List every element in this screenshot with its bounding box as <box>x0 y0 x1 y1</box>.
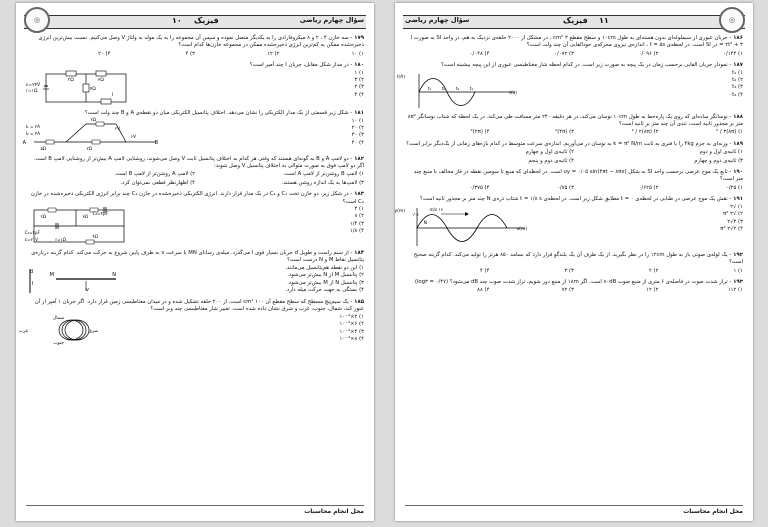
question: ۱۸۴- از سیم راست و طویل d جریان بسیار قوی I می‌گذرد. میله‌ی رسانای MN با سرعت v به طرف پایین شروع به حرکت می‌کند. کدام گزینه درباره‌ی پتانسیل نقاط M و N درست است؟ ۱) این دو نقطه هم‌پتانسیل می‌مانند. ۲) پتانسیل M از N بیش‌تر می‌شود. ۳) پتانسیل N از M بیش‌تر می‌شود. ۴) بستگی به جهت حرکت میله دارد. d I M N v <box>26 250 364 295</box>
wave-graph-191 <box>394 204 555 248</box>
option[interactable]: ۱) این دو نقطه هم‌پتانسیل می‌مانند. <box>285 264 364 271</box>
option[interactable]: ۱) ۱۰ <box>351 117 364 124</box>
option[interactable]: ۳) ۰/۰۷۲ <box>554 50 574 57</box>
right-page <box>395 3 753 521</box>
options <box>304 314 364 344</box>
option[interactable]: ۱) √۲ <box>730 203 743 210</box>
question: ۱۸۶- جریان عبوری از سیملوله‌ای بدون هسته‌ای به طول ۱۰cm و سطح مقطع ۳ cm² ، در مشکل از ۲۰۰۰ حلقه‌ی نزدیک به هم، در واحد SI به صورت I = ۲t² + ۳ در SI است. در لحظه‌ی t = ۵s ، اندازه‌ی نیروی محرکه‌ی خودالقایی آن چند ولت است؟ ۱) ۰/۱۴۴ ۲) ۰/۰۹۶ ۳) ۰/۰۷۲ ۴) ۰/۰۴۸ <box>405 35 743 58</box>
label: M <box>49 271 54 278</box>
question: ۱۸۹- وزنه‌ای به جرم ۴kg را با فنری به ثابت k = π² N/m به نوسان در می‌آوریم. اندازه‌ی سرعت متوسط در کدام بازه‌های زمانی از یک‌دیگر برابر است؟ ۱) ثانیه‌ی اول و دوم ۲) ثانیه‌ی اول و چهارم ۳) ثانیه‌ی دوم و چهارم ۴) ثانیه‌ی دوم و پنجم <box>406 140 743 164</box>
question: ۱۸۷- نمودار جریان القایی برحسب زمان در یک پیچه به صورت زیر است. در کدام لحظه شار مغناطیسی عبوری از این پیچه بیشینه است؟ ۱) t₁ ۲) t₂ ۳) t₃ ۴) t₄ I(A) t(s) t₁ t₂ t₃ t₄ <box>405 62 743 109</box>
option[interactable]: ۱) ۱۰ <box>351 50 364 57</box>
label: ۲Ω <box>98 77 104 83</box>
option[interactable]: ۴) ۲√۲ π² <box>720 225 743 232</box>
option[interactable]: ۲) √۲ π² <box>723 211 743 218</box>
option[interactable]: ۱) ۲×۱۰⁻⁴ <box>339 313 364 320</box>
calculation-area-label: محل انجام محاسبات <box>26 505 364 515</box>
option[interactable]: ۱) ۴ <box>354 206 364 213</box>
option[interactable]: ۴) ۴ <box>354 91 364 98</box>
question-number: ۱۸۶ <box>733 35 743 41</box>
logo-icon: ◎ <box>719 7 745 33</box>
x-axis-label: t(s) <box>509 90 517 96</box>
option[interactable]: ۳) ۱/۴ <box>349 220 364 227</box>
option[interactable]: ۱) ۰/۱۴۴ <box>723 50 743 57</box>
question-number: ۱۸۳ <box>354 191 364 198</box>
option[interactable]: ۲) t₂ <box>732 77 743 84</box>
label: جنوب <box>53 340 64 346</box>
coil-diagram-185 <box>18 314 116 346</box>
option[interactable]: ۳) ۳ <box>564 267 574 274</box>
question-stem: یک لوله‌ی صوتی باز به طول ۱۲cm را در نظر بگیرید. از یک طرف آن یک بلندگو قرار دارد که بسامد ۸۵۰ هرتز را تولید می‌کند. کدام گزینه صحیح است؟ <box>413 251 743 266</box>
question-stem: وزنه‌ای به جرم ۴kg را با فنری به ثابت k = π² N/m به نوسان در می‌آوریم. اندازه‌ی سرعت متوسط در کدام بازه‌های زمانی از یک‌دیگر برابر است؟ <box>406 140 728 147</box>
option[interactable]: ۳) لامپ‌ها به یک اندازه روشن هستند. <box>281 179 364 186</box>
option[interactable]: ۲) لامپ A روشن‌تر از لامپ B است. <box>114 171 195 178</box>
question-stem: شکل زیر قسمتی از یک مدار الکتریکی را نشان می‌دهد. اختلاف پتانسیل الکتریکی میان دو نقطه‌ی A و B چند ولت است؟ <box>84 110 349 117</box>
question-number: ۱۸۸ <box>733 113 743 120</box>
question-stem: سه خازن ۴ ، ۲ و ۸ میکروفارادی را به یکدیگر متصل نموده و سپس آن مجموعه را به یک مولد به ولتاژ V وصل می‌کنیم. نسبت بیش‌ترین انرژی ذخیره‌شده ممکن به کم‌ترین انرژی ذخیره‌شده ممکن در مجموعه خازن‌ها کدام است؟ <box>38 35 364 49</box>
question-number: ۱۸۱ <box>354 110 364 117</box>
logo-icon: ◎ <box>24 7 50 33</box>
options <box>703 204 743 248</box>
page-header <box>403 9 745 31</box>
question-stem: نقش یک موج عرضی در طنابی در لحظه‌ی t = ۰ مطابق شکل زیر است. در لحظه‌ی t = ۱/۸ s شتاب ذره‌ی N چند متر بر مجذور ثانیه است؟ <box>420 196 728 203</box>
options <box>405 268 743 275</box>
options <box>214 265 364 295</box>
page-header <box>24 9 366 31</box>
option[interactable]: ۲) ۱۲ <box>646 287 659 294</box>
page-number: ۱۰ <box>172 16 182 25</box>
y-axis-label: y(m) <box>394 208 405 214</box>
option[interactable]: ۴) (۲π)² <box>470 129 490 136</box>
options <box>26 51 364 58</box>
calculation-area-label: محل انجام محاسبات <box>405 505 743 515</box>
question-number: ۱۸۹ <box>733 140 743 147</box>
option[interactable]: ۲) (۸π)² / ۲ <box>631 129 659 136</box>
option[interactable]: ۴) ۴۰ <box>351 139 364 146</box>
option[interactable]: ۴) ۰/۰۴۸ <box>469 50 490 57</box>
option[interactable]: ۴) ۲۰ <box>98 50 111 57</box>
option[interactable]: ۳) ۳۰ <box>351 132 364 139</box>
question-stem: در مدار شکل مقابل، جریان I چند آمپر است؟ <box>249 62 349 69</box>
option[interactable]: ۴) ۱/۸ <box>349 228 364 235</box>
options <box>405 158 743 165</box>
question-number: ۱۸۷ <box>733 62 743 69</box>
option[interactable]: ۲) ۰/۰۹۶ <box>638 50 659 57</box>
label: ۳Ω <box>82 214 88 220</box>
option[interactable]: ۱) ۱ <box>354 69 364 76</box>
option[interactable]: ۲) پتانسیل M از N بیش‌تر می‌شود. <box>287 272 364 279</box>
option[interactable]: ۳) ۴√۲ <box>727 218 743 225</box>
label: C₁=۲μF <box>24 230 40 236</box>
question: ۱۷۹- سه خازن ۴ ، ۲ و ۸ میکروفارادی را به یکدیگر متصل نموده و سپس آن مجموعه را به یک مولد به ولتاژ V وصل می‌کنیم. نسبت بیش‌ترین انرژی ذخیره‌شده ممکن به کم‌ترین انرژی ذخیره‌شده ممکن در مجموعه خازن‌ها کدام است؟ ۱) ۱۰ ۲) ۱۲ ۳) ۴ ۴) ۲۰ <box>26 35 364 58</box>
question-stem: جریان عبوری از سیملوله‌ای بدون هسته‌ای به طول ۱۰cm و سطح مقطع ۳ cm² ، در مشکل از ۲۰۰۰ حلقه‌ی نزدیک به هم، در واحد SI به صورت I = ۲t² + ۳ در SI است. در لحظه‌ی t = ۵s ، اندازه‌ی نیروی محرکه‌ی خودالقایی آن چند ولت است؟ <box>410 35 743 49</box>
label: شرق <box>88 328 98 334</box>
label: ۲Ω <box>90 116 96 122</box>
option[interactable]: ۳) ۰/۷۵ <box>557 184 574 191</box>
option[interactable]: ۴) ۴ <box>480 267 490 274</box>
question: ۱۹۱- نقش یک موج عرضی در طنابی در لحظه‌ی t = ۰ مطابق شکل زیر است. در لحظه‌ی t = ۱/۸ s شتاب ذره‌ی N چند متر بر مجذور ثانیه است؟ ۱) √۲ ۲) √۲ π² ۳) ۴√۲ ۴) ۲√۲ π² y(m) x(m) ۱۶ m/s N ۰/۰۲ <box>405 196 743 247</box>
option[interactable]: ۱) ۱۱۲ <box>727 287 743 294</box>
label: t₄ <box>469 85 473 91</box>
question-number: ۱۸۰ <box>354 62 364 69</box>
question: ۱۹۰- تابع یک موج عرضی برحسب واحد SI به شکل uy = ۰/۰۵ sin(۴πt − ۸πx) است. در لحظه‌ای که منبع تا سومین نقطه در فاز مخالف با منبع چند متر است؟ ۱) ۰/۲۵ ۲) ۰/۶۲۵ ۳) ۰/۷۵ ۴) ۰/۳۷۵ <box>405 169 743 192</box>
label: t₃ <box>455 85 459 91</box>
options <box>304 206 364 246</box>
option[interactable]: ۴) ۸۸ <box>477 287 490 294</box>
options <box>405 129 743 136</box>
option[interactable]: ۳) (۴π)² <box>555 129 574 136</box>
wire-rod-diagram-184 <box>26 265 126 295</box>
label: r=۱Ω <box>26 88 38 94</box>
options <box>703 70 743 110</box>
question-stem: تراز شدت صوت در فاصله‌ی ۶ متری از منبع صوت ۸۰dB است. اگر ۱۸m از منبع دور شویم، تراز شدت صوت چند dB می‌شود؟ (log۳ = ۰/۴۷) <box>414 278 728 285</box>
option[interactable]: ۴) ۰/۳۷۵ <box>469 184 490 191</box>
label: I <box>112 92 114 98</box>
option[interactable]: ۱) (۸π)² / ۳ <box>716 129 743 136</box>
label: ۳Ω <box>68 77 74 83</box>
option[interactable]: ۳) ۴ <box>185 50 195 57</box>
question-number: ۱۸۵ <box>354 298 364 305</box>
label: ۲Ω <box>40 214 46 220</box>
question: ۱۸۲- دو لامپ A و B به گونه‌ای هستند که وقتی هر کدام به اختلاف پتانسیل ثابت V وصل می‌شوند، روشنایی لامپ A بیش‌تر از روشنایی لامپ B است. اگر دو لامپ فوق به صورت متوالی به اختلاف پتانسیل V وصل شوند: ۱) لامپ B روشن‌تر از لامپ A است. ۲) لامپ A روشن‌تر از لامپ B است. ۳) لامپ‌ها به یک اندازه روشن هستند. ۴) اظهارنظر قطعی نمی‌توان کرد. <box>26 156 364 188</box>
label: I <box>31 280 33 287</box>
option[interactable]: ۴) ثانیه‌ی دوم و پنجم <box>528 157 574 164</box>
options <box>405 185 743 192</box>
option[interactable]: ۳) t₃ <box>732 84 743 91</box>
option[interactable]: ۱) ۱ <box>733 267 743 274</box>
label: C₂=۴μF <box>92 211 108 217</box>
question-number: ۱۹۰ <box>733 169 743 176</box>
label: ۴Ω <box>92 234 98 240</box>
question-stem: نوسانگر ساده‌ای که روی یک پاره‌خط به طول ۱۰cm نوسان می‌کند، در هر دقیقه ۲۴۰ متر مسافت طی می‌کند. در یک لحظه که شتاب نوسانگر ۸π² متر بر مجذور ثانیه است، تندی آن چند متر بر ثانیه است؟ <box>407 113 743 128</box>
label: ۶V <box>130 133 136 139</box>
options <box>26 171 364 178</box>
label: N <box>112 271 116 278</box>
question: ۱۸۳- در شکل زیر، دو خازن تخت C₁ و C₂ در یک مدار قرار دارند. انرژی الکتریکی ذخیره‌شده در خازن C₁ چند برابر انرژی الکتریکی ذخیره‌شده در خازن C₂ است؟ ۱) ۴ ۲) ۸ ۳) ۱/۴ ۴) ۱/۸ ۲Ω ۳Ω C₂=۴μF C₁=۲μF ε=۲۰V r=۱Ω ۴Ω <box>26 191 364 246</box>
question-number: ۱۹۱ <box>733 196 743 203</box>
question-list <box>394 35 743 499</box>
option[interactable]: ۲) ۶×۱۰⁻⁴ <box>339 321 364 328</box>
option[interactable]: ۴) ۸×۱۰⁻⁴ <box>339 335 364 342</box>
options <box>405 51 743 58</box>
option[interactable]: ۲) ۲۰ <box>351 125 364 132</box>
left-page <box>16 3 374 521</box>
label: ε=۲۴V <box>26 82 41 88</box>
option[interactable]: ۴) بستگی به جهت حرکت میله دارد. <box>285 287 364 294</box>
label: ۵Ω <box>40 145 46 151</box>
question-stem: نمودار جریان القایی برحسب زمان در یک پیچه به صورت زیر است. در کدام لحظه شار مغناطیسی عبوری از این پیچه بیشینه است؟ <box>441 62 728 69</box>
option[interactable]: ۱) ثانیه‌ی اول و دوم <box>699 149 743 156</box>
label: I₂ = ۴A <box>25 130 40 136</box>
label: ε=۲۰V <box>24 237 38 243</box>
option[interactable]: ۳) ۷۲ <box>561 287 574 294</box>
option[interactable]: ۴) اظهارنظر قطعی نمی‌توان کرد. <box>120 179 195 186</box>
question: ۱۸۵- یک سیم‌پیچ مسطح که سطح مقطع آن ۱۰۰ cm² است، از ۲۰۰ حلقه تشکیل شده و در میدان مغناطیسی زمین قرار دارد. اگر جریان ۱ آمپر از آن عبور کند، شمال، جنوب، غرب و شرق نشان داده شده است. تغییر شار مغناطیسی چند وبر است؟ ۱) ۲×۱۰⁻⁴ ۲) ۶×۱۰⁻⁴ ۳) ۴×۱۰⁻⁴ ۴) ۸×۱۰⁻⁴ شمال جنوب غرب شرق <box>18 298 364 346</box>
question-stem: در شکل زیر، دو خازن تخت C₁ و C₂ در یک مدار قرار دارند. انرژی الکتریکی ذخیره‌شده در خازن C₁ چند برابر انرژی الکتریکی ذخیره‌شده در خازن C₂ است؟ <box>30 191 364 205</box>
option[interactable]: ۲) ۱۲ <box>267 50 280 57</box>
option[interactable]: ۳) ۴×۱۰⁻⁴ <box>339 328 364 335</box>
label: شمال <box>52 315 64 321</box>
circuit-diagram-183 <box>26 206 136 246</box>
current-time-graph-187 <box>397 70 535 110</box>
page-number: ۱۱ <box>599 16 609 25</box>
option[interactable]: ۴) t₄ <box>732 91 743 98</box>
options <box>26 180 364 187</box>
question-number: ۱۹۲ <box>733 251 743 258</box>
x-axis-label: x(m) <box>516 226 527 232</box>
option[interactable]: ۲) ۰/۶۲۵ <box>638 184 659 191</box>
question: ۱۸۰- در مدار شکل مقابل، جریان I چند آمپر است؟ ۱) ۱ ۲) ۳ ۳) ۲ ۴) ۴ ε=۲۴V r=۱Ω ۳Ω ۲Ω ۴Ω I <box>26 62 364 106</box>
label: ۴Ω <box>90 86 96 92</box>
label: غرب <box>18 328 28 334</box>
label: N <box>423 220 427 226</box>
label: t₂ <box>441 85 445 91</box>
question-number: ۱۹۳ <box>733 278 743 285</box>
y-axis-label: I(A) <box>397 74 405 80</box>
options <box>405 287 743 294</box>
options <box>405 149 743 156</box>
circuit-diagram-181 <box>22 116 166 152</box>
label: I₁ = ۲A <box>25 123 40 129</box>
question-stem: یک سیم‌پیچ مسطح که سطح مقطع آن ۱۰۰ cm² است، از ۲۰۰ حلقه تشکیل شده و در میدان مغناطیسی زمین قرار دارد. اگر جریان ۱ آمپر از آن عبور کند، شمال، جنوب، غرب و شرق نشان داده شده است. تغییر شار مغناطیسی چند وبر است؟ <box>34 298 364 313</box>
question: ۱۹۳- تراز شدت صوت در فاصله‌ی ۶ متری از منبع صوت ۸۰dB است. اگر ۱۸m از منبع دور شویم، تراز شدت صوت چند dB می‌شود؟ (log۳ = ۰/۴۷) ۱) ۱۱۲ ۲) ۱۲ ۳) ۷۲ ۴) ۸۸ <box>405 279 743 295</box>
question-number: ۱۷۹ <box>354 35 364 41</box>
option[interactable]: ۳) ثانیه‌ی دوم و چهارم <box>694 157 743 164</box>
question-stem: از سیم راست و طویل d جریان بسیار قوی I می‌گذرد. میله‌ی رسانای MN با سرعت v به طرف پایین شروع به حرکت می‌کند. کدام گزینه درباره‌ی پتانسیل نقاط M و N درست است؟ <box>31 250 364 264</box>
option[interactable]: ۳) ۲ <box>354 84 364 91</box>
label: v <box>86 286 89 293</box>
option[interactable]: ۱) t₁ <box>732 69 743 76</box>
options <box>304 118 364 152</box>
option[interactable]: ۱) لامپ B روشن‌تر از لامپ A است. <box>283 171 364 178</box>
question-number: ۱۸۲ <box>354 155 364 162</box>
label: r=۱Ω <box>55 237 66 243</box>
circuit-diagram-180 <box>26 70 136 106</box>
question-stem: دو لامپ A و B به گونه‌ای هستند که وقتی هر کدام به اختلاف پتانسیل ثابت V وصل می‌شوند، روشنایی لامپ A بیش‌تر از روشنایی لامپ B است. اگر دو لامپ فوق به صورت متوالی به اختلاف پتانسیل V وصل شوند: <box>33 155 364 170</box>
option[interactable]: ۳) پتانسیل N از M بیش‌تر می‌شود. <box>287 279 364 286</box>
subject-title: فیزیک <box>194 16 219 25</box>
option[interactable]: ۱) ۰/۲۵ <box>726 184 743 191</box>
question-number: ۱۸۴ <box>354 250 364 257</box>
question-list <box>18 35 364 499</box>
option[interactable]: ۲) ۳ <box>354 77 364 84</box>
header-title: سؤال چهارم ریاضی <box>299 16 364 24</box>
label: A <box>22 139 26 146</box>
label: ۰/۰۲ <box>411 211 419 217</box>
label: ۲V <box>114 125 120 131</box>
label: ۲Ω <box>86 145 92 151</box>
question: ۱۸۸- نوسانگر ساده‌ای که روی یک پاره‌خط به طول ۱۰cm نوسان می‌کند، در هر دقیقه ۲۴۰ متر مسافت طی می‌کند. در یک لحظه که شتاب نوسانگر ۸π² متر بر مجذور ثانیه است، تندی آن چند متر بر ثانیه است؟ ۱) (۸π)² / ۳ ۲) (۸π)² / ۲ ۳) (۴π)² ۴) (۲π)² <box>405 114 743 137</box>
label: B <box>154 139 158 146</box>
question: ۱۸۱- شکل زیر قسمتی از یک مدار الکتریکی را نشان می‌دهد. اختلاف پتانسیل الکتریکی میان دو نقطه‌ی A و B چند ولت است؟ ۱) ۱۰ ۲) ۲۰ ۳) ۳۰ ۴) ۴۰ A B I₁ = ۲A I₂ = ۴A ۵Ω ۲Ω ۲Ω ۲V ۶V <box>22 110 364 151</box>
wave-speed-label: ۱۶ m/s <box>429 206 443 212</box>
label: d <box>29 268 33 275</box>
option[interactable]: ۲) ۸ <box>354 213 364 220</box>
header-title: سؤال چهارم ریاضی <box>405 16 470 24</box>
option[interactable]: ۲) ۲ <box>649 267 659 274</box>
question-stem: تابع یک موج عرضی برحسب واحد SI به شکل uy = ۰/۰۵ sin(۴πt − ۸πx) است. در لحظه‌ای که منبع تا سومین نقطه در فاز مخالف با منبع چند متر است؟ <box>413 169 743 183</box>
option[interactable]: ۲) ثانیه‌ی اول و چهارم <box>525 149 574 156</box>
options <box>304 70 364 106</box>
question: ۱۹۲- یک لوله‌ی صوتی باز به طول ۱۲cm را در نظر بگیرید. از یک طرف آن یک بلندگو قرار دارد که بسامد ۸۵۰ هرتز را تولید می‌کند. کدام گزینه صحیح است؟ ۱) ۱ ۲) ۲ ۳) ۳ ۴) ۴ <box>405 252 743 275</box>
subject-title: فیزیک <box>563 16 588 25</box>
label: t₁ <box>427 85 431 91</box>
